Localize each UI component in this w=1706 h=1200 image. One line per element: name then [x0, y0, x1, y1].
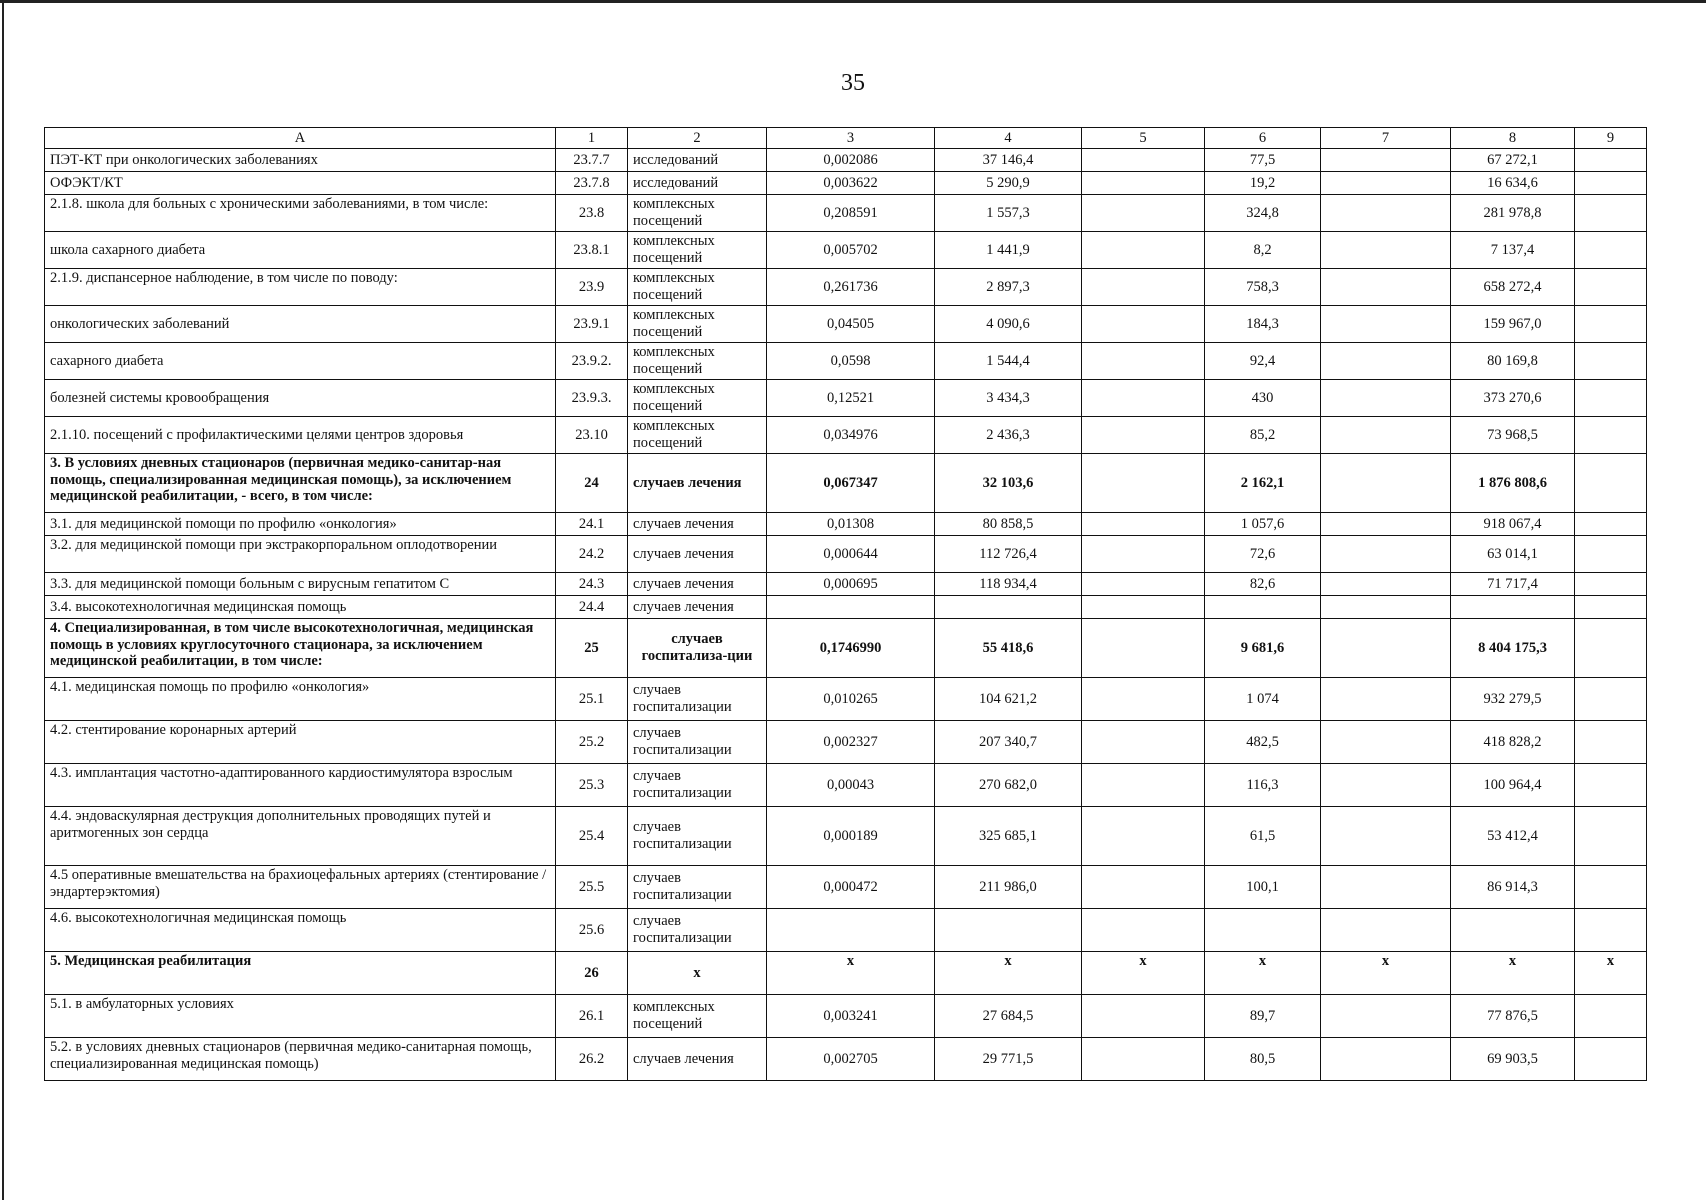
cell-col7: [1321, 343, 1451, 380]
cell-col3: 0,1746990: [767, 619, 935, 678]
row-unit: случаев госпитализации: [628, 909, 767, 952]
cell-col9: [1575, 619, 1647, 678]
cell-col7: [1321, 513, 1451, 536]
cell-col3: 0,000644: [767, 536, 935, 573]
row-label: 4. Специализированная, в том числе высокотехнологичная, медицинская помощь в условиях круглосуточного стационара, за исключением медицинской реабилитации, в том числе:: [45, 619, 556, 678]
cell-col4: х: [935, 952, 1082, 995]
cell-col7: [1321, 995, 1451, 1038]
cell-col4: [935, 909, 1082, 952]
cell-col6: х: [1205, 952, 1321, 995]
cell-col6: 482,5: [1205, 721, 1321, 764]
cell-col9: [1575, 343, 1647, 380]
cell-col6: 758,3: [1205, 269, 1321, 306]
cell-col5: [1082, 678, 1205, 721]
cell-col8: [1451, 596, 1575, 619]
cell-col8: 63 014,1: [1451, 536, 1575, 573]
row-code: 25.4: [556, 807, 628, 866]
row-code: 23.9: [556, 269, 628, 306]
cell-col8: 80 169,8: [1451, 343, 1575, 380]
column-header: 7: [1321, 128, 1451, 149]
cell-col7: [1321, 380, 1451, 417]
cell-col4: 3 434,3: [935, 380, 1082, 417]
row-unit: исследований: [628, 172, 767, 195]
column-header: А: [45, 128, 556, 149]
row-unit: комплексных посещений: [628, 343, 767, 380]
row-label: 3.4. высокотехнологичная медицинская помощь: [45, 596, 556, 619]
cell-col3: 0,000189: [767, 807, 935, 866]
row-unit: комплексных посещений: [628, 995, 767, 1038]
table-row: [45, 909, 1647, 952]
cell-col9: [1575, 195, 1647, 232]
cell-col3: 0,04505: [767, 306, 935, 343]
scan-edge-top: [0, 0, 1706, 3]
cell-col3: 0,000472: [767, 866, 935, 909]
row-unit: комплексных посещений: [628, 306, 767, 343]
cell-col3: 0,034976: [767, 417, 935, 454]
row-unit: случаев лечения: [628, 513, 767, 536]
cell-col4: 211 986,0: [935, 866, 1082, 909]
cell-col8: 8 404 175,3: [1451, 619, 1575, 678]
table-row: [45, 454, 1647, 513]
cell-col7: [1321, 195, 1451, 232]
cell-col6: 100,1: [1205, 866, 1321, 909]
cell-col7: [1321, 306, 1451, 343]
cell-col3: 0,002705: [767, 1038, 935, 1081]
cell-col6: 430: [1205, 380, 1321, 417]
table-row: [45, 678, 1647, 721]
table-row: [45, 513, 1647, 536]
row-code: 26: [556, 952, 628, 995]
column-header: 3: [767, 128, 935, 149]
cell-col3: 0,12521: [767, 380, 935, 417]
cell-col9: [1575, 232, 1647, 269]
cell-col5: [1082, 995, 1205, 1038]
row-code: 24: [556, 454, 628, 513]
cell-col9: [1575, 536, 1647, 573]
cell-col4: 1 544,4: [935, 343, 1082, 380]
cell-col6: 61,5: [1205, 807, 1321, 866]
cell-col6: [1205, 596, 1321, 619]
cell-col4: 2 897,3: [935, 269, 1082, 306]
row-code: 24.2: [556, 536, 628, 573]
cell-col5: [1082, 195, 1205, 232]
cell-col3: 0,010265: [767, 678, 935, 721]
row-label: сахарного диабета: [45, 343, 556, 380]
row-unit: х: [628, 952, 767, 995]
cell-col9: [1575, 573, 1647, 596]
cell-col3: 0,003622: [767, 172, 935, 195]
cell-col6: 92,4: [1205, 343, 1321, 380]
row-unit: комплексных посещений: [628, 195, 767, 232]
cell-col7: [1321, 721, 1451, 764]
cell-col5: х: [1082, 952, 1205, 995]
cell-col6: 116,3: [1205, 764, 1321, 807]
column-header: 8: [1451, 128, 1575, 149]
cell-col3: [767, 909, 935, 952]
column-header: 6: [1205, 128, 1321, 149]
table-row: [45, 573, 1647, 596]
row-label: 4.4. эндоваскулярная деструкция дополнительных проводящих путей и аритмогенных зон сердца: [45, 807, 556, 866]
row-code: 23.8.1: [556, 232, 628, 269]
cell-col6: 324,8: [1205, 195, 1321, 232]
cell-col7: [1321, 866, 1451, 909]
cell-col4: 1 441,9: [935, 232, 1082, 269]
row-unit: случаев лечения: [628, 596, 767, 619]
cell-col8: [1451, 909, 1575, 952]
table-row: [45, 1038, 1647, 1081]
cell-col8: 100 964,4: [1451, 764, 1575, 807]
cell-col3: 0,005702: [767, 232, 935, 269]
cell-col8: 67 272,1: [1451, 149, 1575, 172]
cell-col5: [1082, 619, 1205, 678]
row-unit: исследований: [628, 149, 767, 172]
row-unit: случаев лечения: [628, 573, 767, 596]
cell-col8: 932 279,5: [1451, 678, 1575, 721]
row-unit: случаев лечения: [628, 454, 767, 513]
cell-col9: [1575, 269, 1647, 306]
cell-col4: 80 858,5: [935, 513, 1082, 536]
cell-col5: [1082, 866, 1205, 909]
cell-col7: [1321, 536, 1451, 573]
row-unit: комплексных посещений: [628, 417, 767, 454]
row-unit: случаев госпитализации: [628, 866, 767, 909]
cell-col9: [1575, 995, 1647, 1038]
cell-col5: [1082, 513, 1205, 536]
cell-col3: 0,002086: [767, 149, 935, 172]
cell-col9: [1575, 454, 1647, 513]
row-code: 26.1: [556, 995, 628, 1038]
cell-col8: 73 968,5: [1451, 417, 1575, 454]
cell-col3: 0,261736: [767, 269, 935, 306]
column-header: 4: [935, 128, 1082, 149]
cell-col9: [1575, 1038, 1647, 1081]
row-label: 3. В условиях дневных стационаров (первичная медико-санитар-ная помощь, специализированная медицинская помощь), за исключением медицинской реабилитации, - всего, в том числе:: [45, 454, 556, 513]
cell-col6: 19,2: [1205, 172, 1321, 195]
row-label: 2.1.8. школа для больных с хроническими заболеваниями, в том числе:: [45, 195, 556, 232]
cell-col3: 0,00043: [767, 764, 935, 807]
cell-col8: 281 978,8: [1451, 195, 1575, 232]
cell-col9: [1575, 721, 1647, 764]
row-label: 4.3. имплантация частотно-адаптированного кардиостимулятора взрослым: [45, 764, 556, 807]
row-unit: случаев госпитализации: [628, 764, 767, 807]
table-row: [45, 195, 1647, 232]
row-code: 23.9.3.: [556, 380, 628, 417]
cell-col4: 118 934,4: [935, 573, 1082, 596]
table-row: [45, 536, 1647, 573]
cell-col7: х: [1321, 952, 1451, 995]
table-row: [45, 343, 1647, 380]
cell-col7: [1321, 909, 1451, 952]
row-code: 25: [556, 619, 628, 678]
row-unit: случаев лечения: [628, 536, 767, 573]
table-row: [45, 866, 1647, 909]
cell-col4: 2 436,3: [935, 417, 1082, 454]
cell-col7: [1321, 678, 1451, 721]
cell-col7: [1321, 269, 1451, 306]
row-label: ПЭТ-КТ при онкологических заболеваниях: [45, 149, 556, 172]
row-code: 23.9.1: [556, 306, 628, 343]
cell-col9: [1575, 596, 1647, 619]
row-code: 25.2: [556, 721, 628, 764]
cell-col6: 89,7: [1205, 995, 1321, 1038]
cell-col9: [1575, 513, 1647, 536]
cell-col8: 159 967,0: [1451, 306, 1575, 343]
cell-col8: х: [1451, 952, 1575, 995]
cell-col9: [1575, 380, 1647, 417]
column-header: 2: [628, 128, 767, 149]
row-label: 4.1. медицинская помощь по профилю «онкология»: [45, 678, 556, 721]
cell-col5: [1082, 1038, 1205, 1081]
cell-col3: 0,01308: [767, 513, 935, 536]
cell-col4: 104 621,2: [935, 678, 1082, 721]
table-row: [45, 172, 1647, 195]
document-table: [44, 127, 1647, 1081]
cell-col8: 418 828,2: [1451, 721, 1575, 764]
row-unit: комплексных посещений: [628, 380, 767, 417]
table-row: [45, 269, 1647, 306]
cell-col4: [935, 596, 1082, 619]
table-row: [45, 721, 1647, 764]
table-row: [45, 952, 1647, 995]
column-header: 5: [1082, 128, 1205, 149]
cell-col7: [1321, 619, 1451, 678]
row-label: 5. Медицинская реабилитация: [45, 952, 556, 995]
row-unit: комплексных посещений: [628, 232, 767, 269]
cell-col6: 85,2: [1205, 417, 1321, 454]
row-code: 25.6: [556, 909, 628, 952]
cell-col5: [1082, 306, 1205, 343]
cell-col4: 4 090,6: [935, 306, 1082, 343]
row-label: 4.2. стентирование коронарных артерий: [45, 721, 556, 764]
cell-col6: 82,6: [1205, 573, 1321, 596]
column-header: 9: [1575, 128, 1647, 149]
cell-col5: [1082, 343, 1205, 380]
cell-col6: [1205, 909, 1321, 952]
row-label: онкологических заболеваний: [45, 306, 556, 343]
row-label: 3.1. для медицинской помощи по профилю «онкология»: [45, 513, 556, 536]
table-row: [45, 995, 1647, 1038]
cell-col4: 112 726,4: [935, 536, 1082, 573]
cell-col7: [1321, 172, 1451, 195]
cell-col7: [1321, 232, 1451, 269]
cell-col4: 55 418,6: [935, 619, 1082, 678]
cell-col9: [1575, 909, 1647, 952]
cell-col8: 7 137,4: [1451, 232, 1575, 269]
row-code: 23.9.2.: [556, 343, 628, 380]
row-unit: случаев лечения: [628, 1038, 767, 1081]
row-label: 3.3. для медицинской помощи больным с вирусным гепатитом С: [45, 573, 556, 596]
cell-col3: [767, 596, 935, 619]
cell-col6: 8,2: [1205, 232, 1321, 269]
cell-col9: [1575, 764, 1647, 807]
row-label: 4.6. высокотехнологичная медицинская помощь: [45, 909, 556, 952]
table-row: [45, 596, 1647, 619]
cell-col9: [1575, 306, 1647, 343]
row-unit: комплексных посещений: [628, 269, 767, 306]
row-label: 4.5 оперативные вмешательства на брахиоцефальных артериях (стентирование / эндартерэктомия): [45, 866, 556, 909]
cell-col6: 184,3: [1205, 306, 1321, 343]
cell-col6: 1 074: [1205, 678, 1321, 721]
row-code: 25.5: [556, 866, 628, 909]
cell-col5: [1082, 764, 1205, 807]
table-row: [45, 764, 1647, 807]
row-label: 5.1. в амбулаторных условиях: [45, 995, 556, 1038]
cell-col3: 0,003241: [767, 995, 935, 1038]
cell-col7: [1321, 149, 1451, 172]
cell-col5: [1082, 596, 1205, 619]
cell-col6: 72,6: [1205, 536, 1321, 573]
cell-col8: 1 876 808,6: [1451, 454, 1575, 513]
table-header-row: [45, 128, 1647, 149]
cell-col6: 2 162,1: [1205, 454, 1321, 513]
cell-col9: [1575, 417, 1647, 454]
cell-col6: 77,5: [1205, 149, 1321, 172]
row-label: 3.2. для медицинской помощи при экстракорпоральном оплодотворении: [45, 536, 556, 573]
cell-col8: 86 914,3: [1451, 866, 1575, 909]
cell-col7: [1321, 1038, 1451, 1081]
cell-col8: 918 067,4: [1451, 513, 1575, 536]
cell-col4: 29 771,5: [935, 1038, 1082, 1081]
table-row: [45, 232, 1647, 269]
cell-col5: [1082, 269, 1205, 306]
row-unit: случаев госпитализации: [628, 678, 767, 721]
cell-col4: 207 340,7: [935, 721, 1082, 764]
row-code: 26.2: [556, 1038, 628, 1081]
cell-col3: 0,000695: [767, 573, 935, 596]
cell-col9: [1575, 807, 1647, 866]
cell-col5: [1082, 573, 1205, 596]
cell-col9: [1575, 678, 1647, 721]
cell-col5: [1082, 454, 1205, 513]
table-row: [45, 380, 1647, 417]
cell-col7: [1321, 596, 1451, 619]
cell-col5: [1082, 380, 1205, 417]
cell-col5: [1082, 417, 1205, 454]
table-row: [45, 417, 1647, 454]
cell-col4: 5 290,9: [935, 172, 1082, 195]
cell-col7: [1321, 764, 1451, 807]
row-code: 23.7.7: [556, 149, 628, 172]
row-label: 2.1.10. посещений с профилактическими целями центров здоровья: [45, 417, 556, 454]
row-label: 5.2. в условиях дневных стационаров (первичная медико-санитарная помощь, специализированная медицинская помощь): [45, 1038, 556, 1081]
cell-col9: [1575, 149, 1647, 172]
cell-col3: 0,0598: [767, 343, 935, 380]
row-unit: случаев госпитализа-ции: [628, 619, 767, 678]
cell-col9: [1575, 172, 1647, 195]
cell-col7: [1321, 573, 1451, 596]
scan-edge-left: [2, 0, 4, 1200]
table-row: [45, 306, 1647, 343]
row-label: болезней системы кровообращения: [45, 380, 556, 417]
table-row: [45, 619, 1647, 678]
cell-col5: [1082, 172, 1205, 195]
row-unit: случаев госпитализации: [628, 721, 767, 764]
cell-col4: 37 146,4: [935, 149, 1082, 172]
cell-col8: 69 903,5: [1451, 1038, 1575, 1081]
cell-col5: [1082, 807, 1205, 866]
cell-col8: 373 270,6: [1451, 380, 1575, 417]
row-code: 25.1: [556, 678, 628, 721]
cell-col5: [1082, 536, 1205, 573]
cell-col8: 16 634,6: [1451, 172, 1575, 195]
cell-col3: 0,067347: [767, 454, 935, 513]
cell-col8: 658 272,4: [1451, 269, 1575, 306]
cell-col9: х: [1575, 952, 1647, 995]
row-code: 24.4: [556, 596, 628, 619]
row-code: 23.7.8: [556, 172, 628, 195]
cell-col4: 27 684,5: [935, 995, 1082, 1038]
cell-col4: 270 682,0: [935, 764, 1082, 807]
cell-col6: 80,5: [1205, 1038, 1321, 1081]
cell-col8: 77 876,5: [1451, 995, 1575, 1038]
cell-col3: 0,002327: [767, 721, 935, 764]
cell-col4: 32 103,6: [935, 454, 1082, 513]
column-header: 1: [556, 128, 628, 149]
cell-col7: [1321, 454, 1451, 513]
cell-col5: [1082, 232, 1205, 269]
row-code: 25.3: [556, 764, 628, 807]
row-code: 24.1: [556, 513, 628, 536]
table-row: [45, 807, 1647, 866]
cell-col9: [1575, 866, 1647, 909]
row-code: 23.8: [556, 195, 628, 232]
cell-col8: 53 412,4: [1451, 807, 1575, 866]
row-code: 23.10: [556, 417, 628, 454]
cell-col7: [1321, 807, 1451, 866]
table-row: [45, 149, 1647, 172]
row-unit: случаев госпитализации: [628, 807, 767, 866]
cell-col6: 1 057,6: [1205, 513, 1321, 536]
cell-col5: [1082, 909, 1205, 952]
cell-col7: [1321, 417, 1451, 454]
row-label: ОФЭКТ/КТ: [45, 172, 556, 195]
row-label: школа сахарного диабета: [45, 232, 556, 269]
row-label: 2.1.9. диспансерное наблюдение, в том числе по поводу:: [45, 269, 556, 306]
row-code: 24.3: [556, 573, 628, 596]
cell-col4: 325 685,1: [935, 807, 1082, 866]
cell-col3: 0,208591: [767, 195, 935, 232]
cell-col5: [1082, 149, 1205, 172]
cell-col6: 9 681,6: [1205, 619, 1321, 678]
cell-col8: 71 717,4: [1451, 573, 1575, 596]
cell-col5: [1082, 721, 1205, 764]
cell-col3: х: [767, 952, 935, 995]
page-number: 35: [841, 70, 865, 96]
cell-col4: 1 557,3: [935, 195, 1082, 232]
